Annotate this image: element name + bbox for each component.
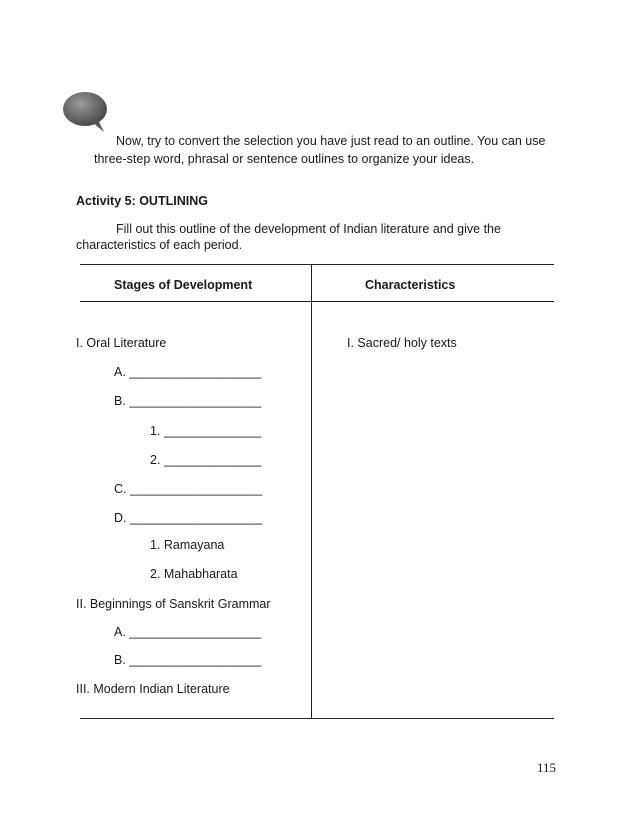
outline-item: B. ___________________ — [114, 653, 262, 667]
page-number: 115 — [537, 760, 557, 775]
characteristic-item: I. Sacred/ holy texts — [347, 336, 457, 350]
col-header-characteristics: Characteristics — [365, 278, 456, 292]
outline-item: 2. Mahabharata — [150, 567, 238, 581]
outline-item: 1. ______________ — [150, 424, 262, 438]
table-bottom-rule — [80, 718, 554, 719]
outline-item: A. ___________________ — [114, 625, 262, 639]
activity-title: Activity 5: OUTLINING — [76, 194, 208, 208]
intro-line-1: Now, try to convert the selection you have just read to an outline. You can use — [116, 134, 546, 148]
activity-instruction-line-2: characteristics of each period. — [76, 238, 243, 252]
activity-instruction-line-1: Fill out this outline of the development of Indian literature and give the — [116, 222, 501, 236]
col-header-stages: Stages of Development — [114, 278, 253, 292]
outline-item: C. ___________________ — [114, 482, 263, 496]
outline-item: D. ___________________ — [114, 511, 263, 525]
outline-item: I. Oral Literature — [76, 336, 167, 350]
outline-item: II. Beginnings of Sanskrit Grammar — [76, 597, 271, 611]
speech-bubble-icon — [62, 90, 110, 134]
table-column-divider — [311, 264, 312, 719]
outline-item: A. ___________________ — [114, 365, 262, 379]
table-header-rule — [80, 301, 554, 302]
outline-item: 2. ______________ — [150, 453, 262, 467]
outline-item: III. Modern Indian Literature — [76, 682, 230, 696]
table-top-rule — [80, 264, 554, 265]
outline-item: B. ___________________ — [114, 394, 262, 408]
intro-line-2: three-step word, phrasal or sentence outlines to organize your ideas. — [94, 152, 475, 166]
outline-item: 1. Ramayana — [150, 538, 225, 552]
